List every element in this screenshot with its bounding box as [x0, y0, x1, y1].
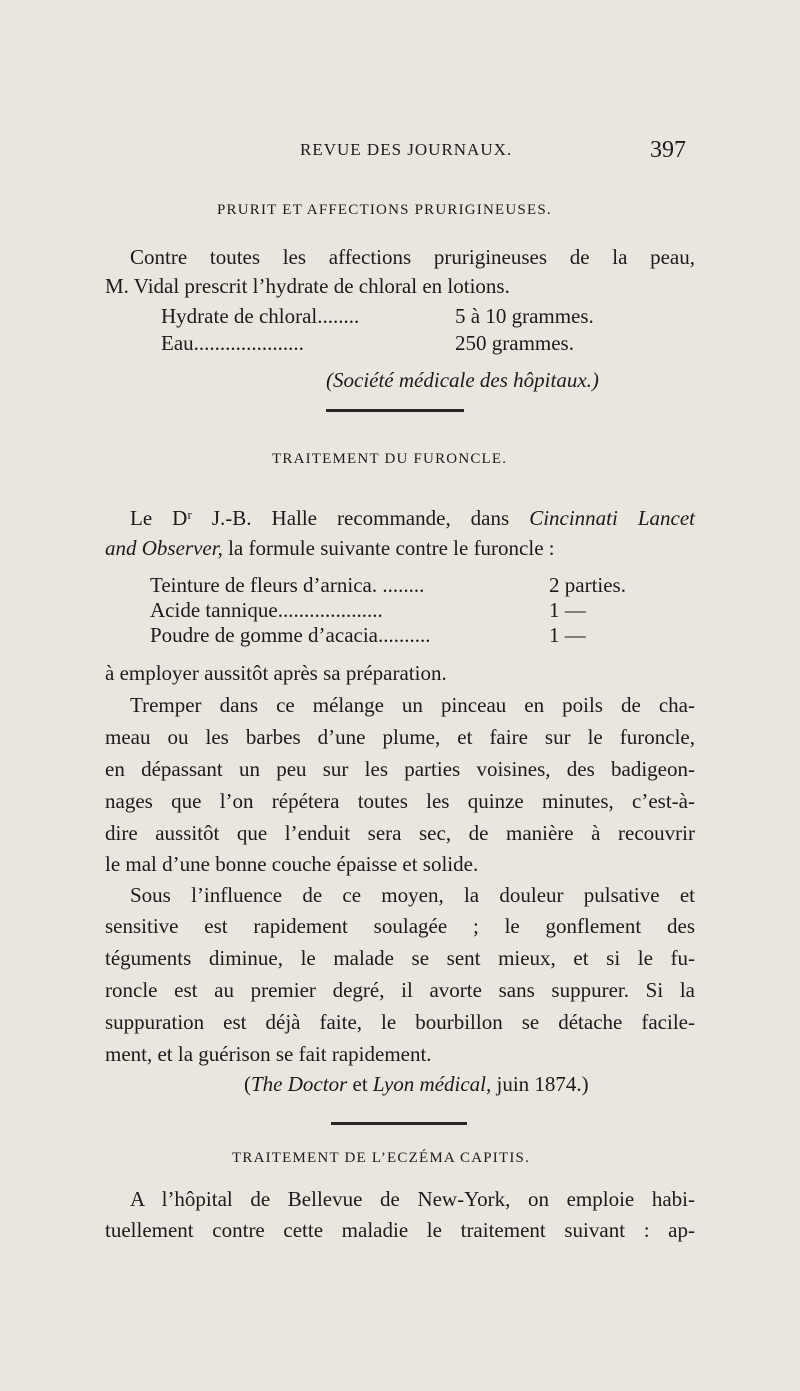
paragraph-line: Sous l’influence de ce moyen, la douleur pulsative et: [130, 883, 695, 907]
recipe-ingredient: Eau.....................: [161, 331, 304, 355]
paragraph-line: le mal d’une bonne couche épaisse et solide.: [105, 852, 479, 876]
paragraph-line: roncle est au premier degré, il avorte sans suppurer. Si la: [105, 978, 695, 1002]
journal-title: Cincinnati Lancet: [529, 506, 696, 530]
source-citation-text: (Société médicale des hôpitaux.): [326, 368, 599, 392]
paragraph-line: nages que l’on répétera toutes les quinze minutes, c’est-à-: [105, 789, 695, 813]
paragraph-line: Contre toutes les affections prurigineuses de la peau,: [130, 245, 695, 269]
recipe-amount: 2 parties.: [549, 573, 626, 597]
recipe-ingredient: Poudre de gomme d’acacia..........: [150, 623, 431, 647]
paragraph-line: sensitive est rapidement soulagée ; le gonflement des: [105, 914, 695, 938]
paragraph-line: M. Vidal prescrit l’hydrate de chloral en lotions.: [105, 274, 510, 298]
section-title-eczema: TRAITEMENT DE L’ECZÉMA CAPITIS.: [232, 1150, 531, 1166]
paragraph-line: tuellement contre cette maladie le traitement suivant : ap-: [105, 1218, 695, 1242]
recipe-amount: 1 —: [549, 598, 586, 622]
recipe-amount: 250 grammes.: [455, 331, 574, 355]
recipe-ingredient: Hydrate de chloral........: [161, 304, 360, 328]
journal-title: Lyon médical,: [372, 1072, 492, 1096]
paragraph-line: ment, et la guérison se fait rapidement.: [105, 1042, 432, 1066]
text-run: juin 1874.): [491, 1072, 589, 1096]
section-divider: [326, 409, 464, 412]
paragraph-line: [105, 535, 695, 561]
source-citation: [244, 1072, 589, 1097]
paragraph-line: meau ou les barbes d’une plume, et faire sur le furoncle,: [105, 725, 695, 749]
paragraph-line: téguments diminue, le malade se sent mieux, et si le fu-: [105, 946, 695, 970]
recipe-amount: 5 à 10 grammes.: [455, 304, 594, 328]
paragraph-line: suppuration est déjà faite, le bourbillon se détache facile-: [105, 1010, 695, 1034]
paragraph-line: [130, 505, 695, 531]
journal-title: and Observer,: [105, 536, 223, 560]
journal-title: The Doctor: [251, 1072, 348, 1096]
paragraph-line: en dépassant un peu sur les parties voisines, des badigeon-: [105, 757, 695, 781]
section-title-prurit: PRURIT ET AFFECTIONS PRURIGINEUSES.: [217, 202, 552, 218]
source-citation: [326, 368, 599, 393]
recipe-ingredient: Teinture de fleurs d’arnica. ........: [150, 573, 425, 597]
text-run: et: [347, 1072, 373, 1096]
recipe-ingredient: Acide tannique....................: [150, 598, 383, 622]
section-divider: [331, 1122, 467, 1125]
section-title-furoncle: TRAITEMENT DU FURONCLE.: [272, 451, 508, 467]
running-head: REVUE DES JOURNAUX.: [300, 140, 513, 159]
paragraph-line: Tremper dans ce mélange un pinceau en poils de cha-: [130, 693, 695, 717]
paragraph-line: dire aussitôt que l’enduit sera sec, de manière à recouvrir: [105, 821, 695, 845]
text-run: (: [244, 1072, 251, 1096]
text-run: Le Dʳ J.-B. Halle recommande, dans: [130, 506, 530, 530]
paragraph-line: à employer aussitôt après sa préparation.: [105, 661, 447, 685]
recipe-amount: 1 —: [549, 623, 586, 647]
paragraph-line: A l’hôpital de Bellevue de New-York, on emploie habi-: [130, 1187, 695, 1211]
text-run: la formule suivante contre le furoncle :: [222, 536, 555, 560]
page-number: 397: [650, 137, 686, 163]
